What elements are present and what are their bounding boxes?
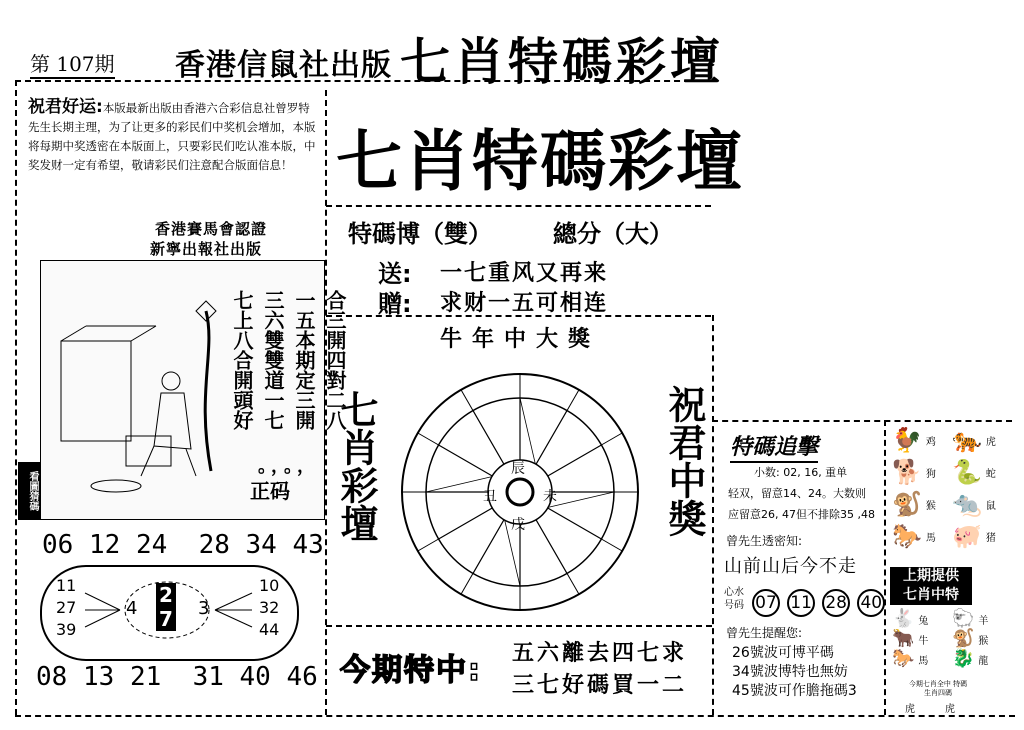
right-column-divider xyxy=(884,420,886,715)
tip2-line-3: 45號波可作膽拖碼3 xyxy=(732,683,857,699)
zodiac-top-3 xyxy=(892,460,952,484)
ellipse-right-list xyxy=(259,575,279,641)
last-issue-banner xyxy=(890,567,972,605)
wheel-spoke xyxy=(439,508,493,539)
chase-line-3: 应留意26, 47但不排除35 ,48 xyxy=(728,508,875,521)
wheel-group xyxy=(402,374,638,610)
ellipse-right-1: 10 xyxy=(259,576,280,595)
num-top-6: 43 xyxy=(292,530,324,560)
greeting-title: 祝君好运: xyxy=(28,97,103,117)
zodiac-bottom-4 xyxy=(952,630,1012,648)
wheel-spoke xyxy=(473,520,504,574)
zodiac-label: 虎 xyxy=(985,436,996,448)
ellipse-right-2: 32 xyxy=(259,598,280,617)
wheel-spoke xyxy=(473,411,504,465)
small-note: 今期七肖全中 特碼生肖四碼 xyxy=(908,680,968,697)
pig-icon: 🐖 xyxy=(952,522,982,550)
num-bottom-3: 21 xyxy=(129,662,162,692)
chase-title: 特碼追擊 xyxy=(730,430,818,463)
zodiac-label: 馬 xyxy=(918,655,929,667)
tip2-title: 曾先生提醒您: xyxy=(726,626,803,640)
wheel-outer-spoke xyxy=(461,573,473,594)
give-text: 求财一五可相连 xyxy=(440,291,609,316)
ellipse-left-2: 27 xyxy=(56,598,77,617)
snake-icon: 🐍 xyxy=(952,458,982,486)
poem-columns xyxy=(228,290,350,430)
wheel-outer-spoke xyxy=(567,390,579,411)
banner-line-2: 七肖中特 xyxy=(903,587,959,603)
ellipse-center-top: 2 xyxy=(159,583,173,607)
greeting-body: 本版最新出版由香港六合彩信息社曾罗特先生长期主理，为了让更多的彩民们中奖机会增加，本版将每期中奖透密在本版面上，只要彩民们吃认准本版，中奖发财一定有希望，敬请彩民们注意配合版面信息！ xyxy=(28,101,316,172)
right-zodiac-top xyxy=(892,428,1012,548)
ellipse-left-3: 39 xyxy=(56,620,77,639)
zodiac-top-4 xyxy=(952,460,1012,484)
wheel-title: 牛年中大獎 xyxy=(440,327,601,352)
poem-line-3: 一五本期定三開 xyxy=(292,290,316,430)
monkey-icon: 🐒 xyxy=(952,628,975,649)
wheel-right-vertical: 祝君中獎 xyxy=(662,385,707,537)
zodiac-label: 牛 xyxy=(918,635,929,647)
num-bottom-1: 08 xyxy=(36,662,68,692)
ellipse-right-3: 44 xyxy=(259,620,280,639)
poem-line-1: 七上八合開頭好 xyxy=(230,290,254,430)
zodiac-label: 狗 xyxy=(925,468,936,480)
wheel-spoke xyxy=(439,445,493,476)
right-zodiac-bottom xyxy=(892,610,1012,668)
ellipse-right-mid: 3 xyxy=(198,598,210,619)
tip2-line-2: 34號波博特也無妨 xyxy=(732,664,848,680)
bottom-main-label: 今期特中: xyxy=(340,653,482,688)
horse-icon: 🐎 xyxy=(892,522,922,550)
issue-number: 第 107期 xyxy=(30,48,115,79)
wheel-label-xu: 戌 xyxy=(511,517,525,533)
tip1-text: 山前山后今不走 xyxy=(724,556,857,577)
ellipse-center-bottom: 7 xyxy=(159,607,173,631)
zodiac-bottom-6 xyxy=(952,650,1012,668)
tip1-title: 曾先生透密知: xyxy=(726,534,803,548)
watch-guess-tab: 看圖猜碼 xyxy=(18,462,40,520)
zodiac-top-5 xyxy=(892,492,952,516)
tip2-line-1: 26號波可博平碼 xyxy=(732,645,834,661)
rabbit-icon: 🐇 xyxy=(892,608,915,629)
wheel-label-wei: 未 xyxy=(543,489,557,505)
poem-line-2: 三六雙雙道一七 xyxy=(261,290,285,430)
zodiac-top-8 xyxy=(952,524,1012,548)
zodiac-bottom-1 xyxy=(892,610,952,628)
code-label-bottom: 号码 xyxy=(724,600,744,611)
wheel-outer-spoke xyxy=(601,433,622,445)
num-top-3: 24 xyxy=(135,530,168,560)
dog-icon: 🐕 xyxy=(892,458,922,486)
brand-underline xyxy=(326,205,711,207)
send-text: 一七重风又再来 xyxy=(440,261,609,286)
wheel-outer-spoke xyxy=(601,539,622,551)
zodiac-top-2 xyxy=(952,428,1012,452)
dragon-icon: 🐉 xyxy=(952,648,975,669)
zodiac-bottom-5 xyxy=(892,650,952,668)
old-man-illustration xyxy=(46,271,246,511)
zodiac-label: 龍 xyxy=(978,655,989,667)
num-bottom-2: 13 xyxy=(82,662,115,692)
zodiac-top-1 xyxy=(892,428,952,452)
chase-line-1: 小数: 02, 16, 重单 xyxy=(754,466,848,479)
rooster-icon: 🐓 xyxy=(892,426,922,454)
zodiac-bottom-3 xyxy=(892,630,952,648)
cert-line-1: 香港賽馬會認證 xyxy=(155,220,268,238)
code-label-top: 心水 xyxy=(724,587,744,598)
zodiac-label: 猪 xyxy=(985,532,996,544)
zodiac-label: 鼠 xyxy=(985,500,996,512)
brand-title-large: 七肖特碼彩壇 xyxy=(336,122,744,200)
sheep-icon: 🐑 xyxy=(952,608,975,629)
wheel-outer-spoke xyxy=(567,573,579,594)
zodiac-bottom-2 xyxy=(952,610,1012,628)
tema-label: 特碼博（雙） xyxy=(348,220,492,248)
zodiac-label: 羊 xyxy=(978,615,989,627)
numbers-bottom-row xyxy=(36,662,318,692)
bottom-main-line2: 三七好碼買一二 xyxy=(512,673,688,698)
wheel-spoke xyxy=(536,411,567,465)
wheel-star-line xyxy=(520,398,535,464)
num-bottom-4: 31 xyxy=(192,662,224,692)
greeting-block xyxy=(28,98,320,175)
zodiac-label: 兔 xyxy=(918,615,929,627)
zodiac-top-7 xyxy=(892,524,952,548)
left-border xyxy=(15,80,17,715)
numbers-top-row xyxy=(42,530,324,560)
code-label xyxy=(724,586,744,612)
num-bottom-6: 46 xyxy=(286,662,318,692)
gift-underline xyxy=(326,315,711,317)
code-circles xyxy=(752,589,887,617)
code-circle-2: 11 xyxy=(787,589,815,617)
wheel-label-chou: 丑 xyxy=(483,489,497,505)
tip2-list xyxy=(732,644,857,701)
zodiac-wheel xyxy=(390,362,650,622)
foot-left: 虎 xyxy=(905,704,915,715)
wheel-outer-spoke xyxy=(461,390,473,411)
right-top-border xyxy=(712,420,1012,422)
poem-zheng: 正码 xyxy=(250,479,290,503)
monkey-icon: 🐒 xyxy=(892,490,922,518)
zodiac-label: 馬 xyxy=(925,532,936,544)
wheel-outer-spoke xyxy=(418,539,439,551)
num-top-2: 12 xyxy=(88,530,121,560)
brand-title-small: 七肖特碼彩壇 xyxy=(400,32,724,91)
num-top-5: 34 xyxy=(245,530,277,560)
bottom-main-line1: 五六離去四七求 xyxy=(512,641,688,666)
chase-line-2: 轻双，留意14、24。大数则 xyxy=(728,487,866,500)
code-circle-4: 40 xyxy=(857,589,885,617)
ellipse-center-box xyxy=(156,583,176,631)
bottom-border xyxy=(15,715,1015,717)
poem-tail: 。，。， xyxy=(258,456,319,477)
publisher-name: 香港信鼠社出版 xyxy=(175,48,392,83)
total-label: 總分（大） xyxy=(553,220,673,248)
wheel-star-line xyxy=(548,492,614,507)
zodiac-top-6 xyxy=(952,492,1012,516)
chase-info xyxy=(728,462,883,525)
wheel-label-chen: 辰 xyxy=(511,461,525,477)
ellipse-left-mid: 4 xyxy=(126,598,138,619)
wheel-spoke xyxy=(548,445,602,476)
right-divider xyxy=(712,315,714,715)
rat-icon: 🐀 xyxy=(952,490,982,518)
cert-line-2: 新寧出報社出版 xyxy=(150,240,263,258)
give-mark: 贈: xyxy=(378,290,412,318)
ellipse-left-1: 11 xyxy=(56,576,77,595)
num-top-4: 28 xyxy=(198,530,230,560)
zodiac-label: 鸡 xyxy=(925,436,936,448)
num-bottom-5: 40 xyxy=(239,662,271,692)
wheel-left-vertical: 七肖彩壇 xyxy=(334,390,379,542)
zodiac-label: 猴 xyxy=(925,500,936,512)
wheel-spoke xyxy=(536,520,567,574)
ox-icon: 🐂 xyxy=(892,628,915,649)
foot-right: 虎 xyxy=(945,704,955,715)
wheel-spoke xyxy=(548,508,602,539)
num-top-1: 06 xyxy=(42,530,74,560)
tiger-icon: 🐅 xyxy=(952,426,982,454)
code-circle-3: 28 xyxy=(822,589,850,617)
zodiac-label: 蛇 xyxy=(985,468,996,480)
poem-line-4: 合三開四對二八 xyxy=(323,290,347,430)
zodiac-label: 猴 xyxy=(978,635,989,647)
send-mark: 送: xyxy=(378,260,412,288)
wheel-outer-spoke xyxy=(418,433,439,445)
horse-icon: 🐎 xyxy=(892,648,915,669)
code-circle-1: 07 xyxy=(752,589,780,617)
banner-line-1: 上期提供 xyxy=(903,568,959,584)
bottom-main-divider xyxy=(326,625,712,627)
